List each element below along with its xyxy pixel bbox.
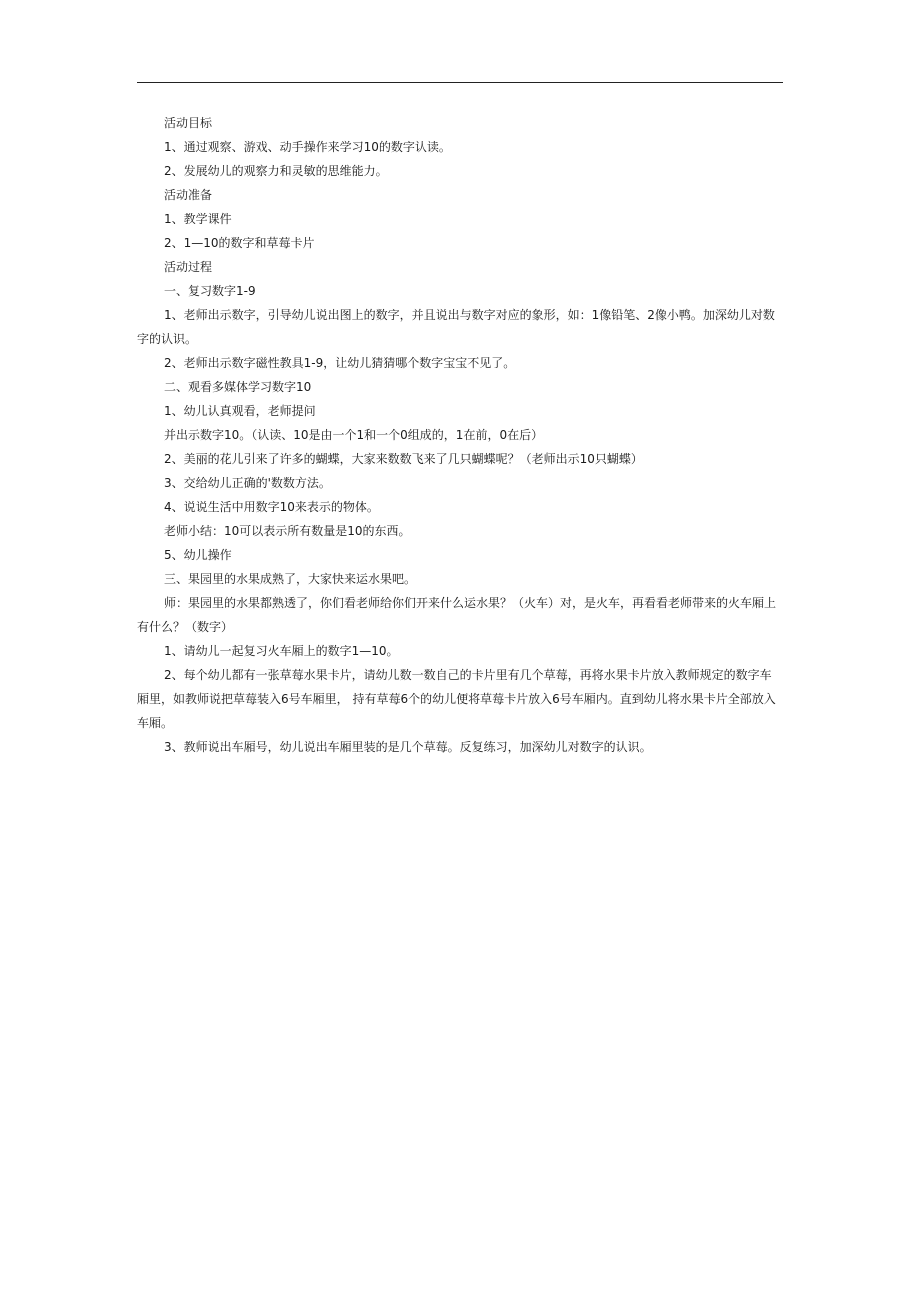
paragraph: 2、每个幼儿都有一张草莓水果卡片，请幼儿数一数自己的卡片里有几个草莓，再将水果卡片放入教师规定的数字车厢里，如教师说把草莓装入6号车厢里， 持有草莓6个的幼儿便将草莓卡片放入6号车厢内。直到幼儿将水果卡片全部放入车厢。 bbox=[137, 668, 776, 730]
heading-goals: 活动目标 bbox=[164, 116, 213, 130]
section-title: 二、观看多媒体学习数字10 bbox=[164, 380, 312, 394]
paragraph: 师：果园里的水果都熟透了，你们看老师给你们开来什么运水果？（火车）对，是火车，再看看老师带来的火车厢上有什么？（数字） bbox=[137, 596, 777, 634]
paragraph: 2、1—10的数字和草莓卡片 bbox=[164, 236, 315, 250]
section-title: 三、果园里的水果成熟了，大家快来运水果吧。 bbox=[164, 572, 417, 586]
paragraph: 2、发展幼儿的观察力和灵敏的思维能力。 bbox=[164, 164, 388, 178]
paragraph: 1、请幼儿一起复习火车厢上的数字1—10。 bbox=[164, 644, 399, 658]
paragraph: 并出示数字10。（认读、10是由一个1和一个0组成的，1在前，0在后） bbox=[164, 428, 544, 442]
document-body bbox=[137, 111, 783, 759]
paragraph: 1、教学课件 bbox=[164, 212, 232, 226]
paragraph: 3、教师说出车厢号，幼儿说出车厢里装的是几个草莓。反复练习，加深幼儿对数字的认识。 bbox=[164, 740, 652, 754]
paragraph: 1、幼儿认真观看，老师提问 bbox=[164, 404, 316, 418]
paragraph: 4、说说生活中用数字10来表示的物体。 bbox=[164, 500, 379, 514]
paragraph: 1、老师出示数字，引导幼儿说出图上的数字，并且说出与数字对应的象形，如：1像铅笔、2像小鸭。加深幼儿对数字的认识。 bbox=[137, 308, 775, 346]
paragraph: 5、幼儿操作 bbox=[164, 548, 232, 562]
paragraph: 2、美丽的花儿引来了许多的蝴蝶，大家来数数飞来了几只蝴蝶呢？（老师出示10只蝴蝶） bbox=[164, 452, 643, 466]
heading-process: 活动过程 bbox=[164, 260, 213, 274]
section-title: 一、复习数字1-9 bbox=[164, 284, 256, 298]
paragraph: 1、通过观察、游戏、动手操作来学习10的数字认读。 bbox=[164, 140, 451, 154]
heading-preparation: 活动准备 bbox=[164, 188, 213, 202]
paragraph: 老师小结：10可以表示所有数量是10的东西。 bbox=[164, 524, 411, 538]
header-rule bbox=[137, 82, 783, 83]
paragraph: 3、交给幼儿正确的'数数方法。 bbox=[164, 476, 331, 490]
paragraph: 2、老师出示数字磁性教具1-9，让幼儿猜猜哪个数字宝宝不见了。 bbox=[164, 356, 516, 370]
